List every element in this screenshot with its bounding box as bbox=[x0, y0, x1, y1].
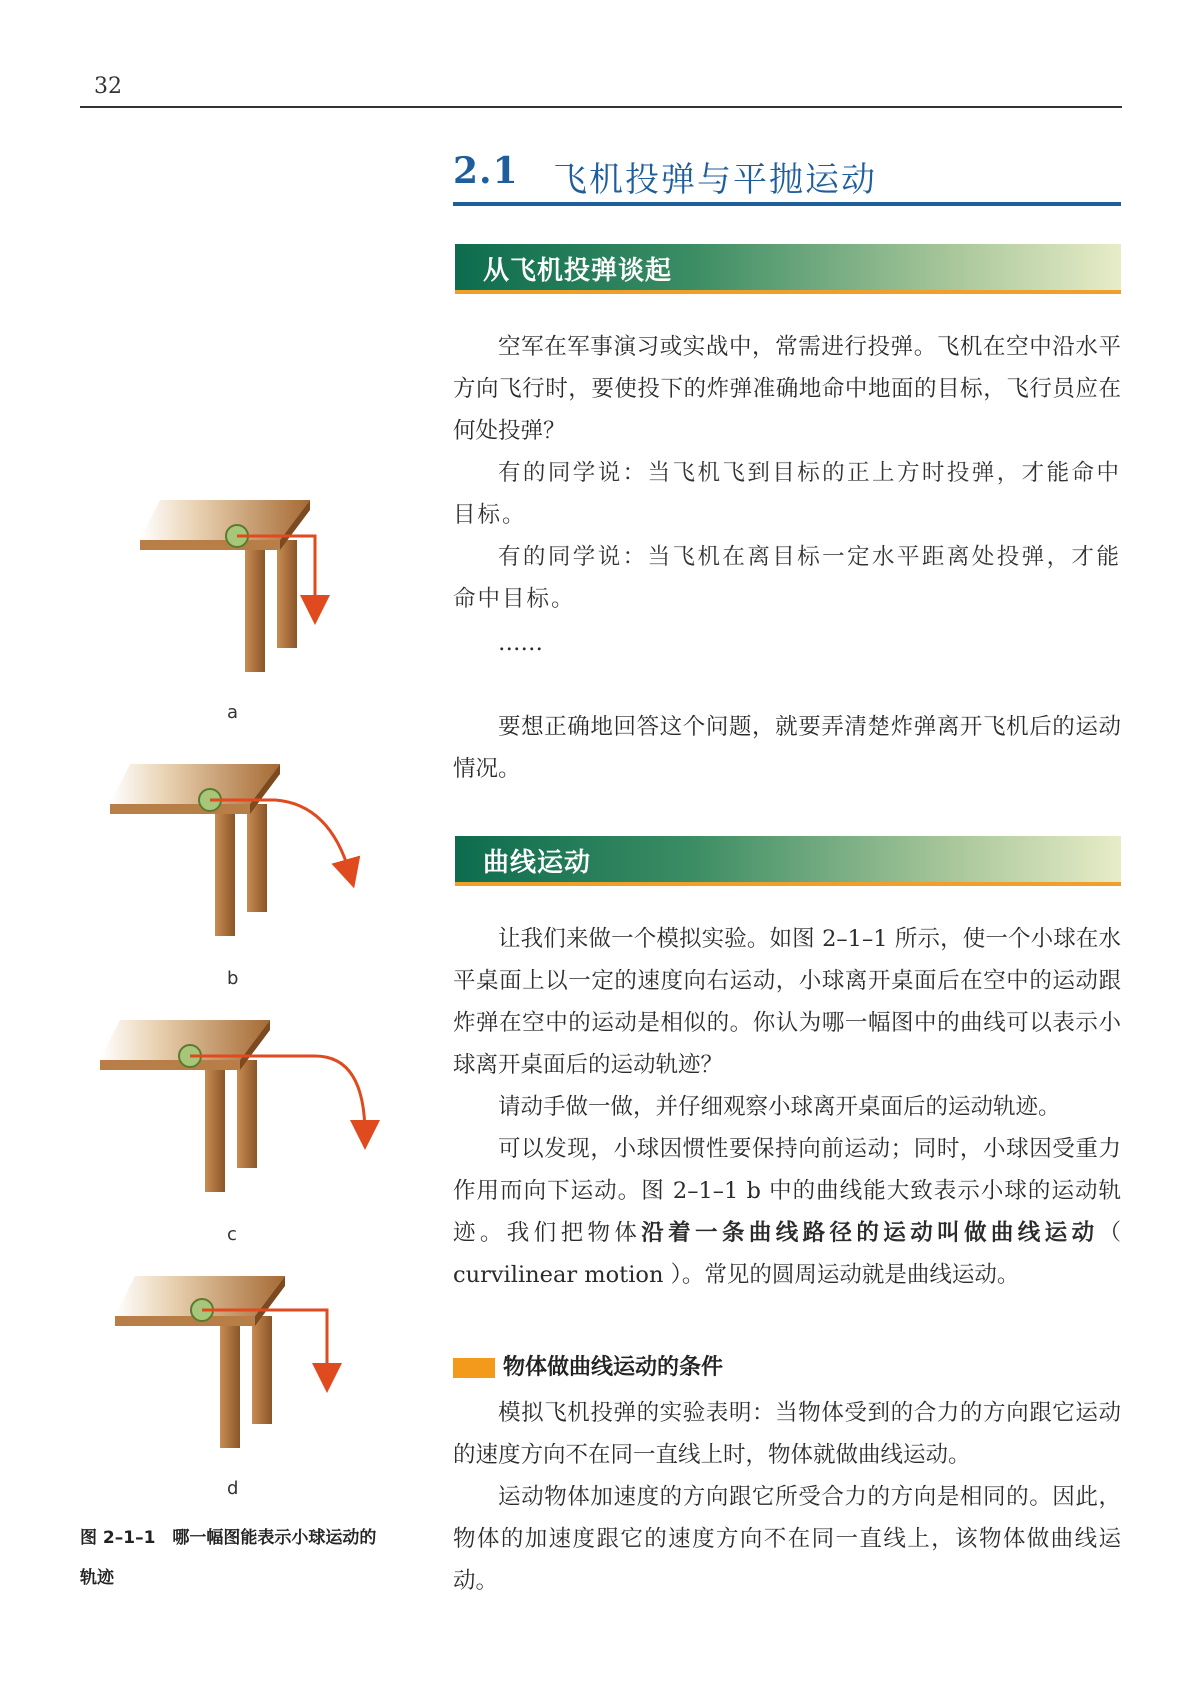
figure-label-c: c bbox=[227, 1224, 237, 1245]
condition-paragraph-1: 模拟飞机投弹的实验表明：当物体受到的合力的方向跟它运动的速度方向不在同一直线上时，物体就做曲线运动。 bbox=[453, 1400, 1121, 1468]
intro-paragraph-4: 要想正确地回答这个问题，就要弄清楚炸弹离开飞机后的运动情况。 bbox=[453, 714, 1121, 782]
curve-paragraph-2: 请动手做一做，并仔细观察小球离开桌面后的运动轨迹。 bbox=[498, 1094, 1061, 1120]
figure-a-diagram bbox=[80, 500, 380, 700]
section-number: 2.1 bbox=[453, 150, 519, 192]
subsection-title-curve: 曲线运动 bbox=[483, 848, 592, 878]
figure-label-a: a bbox=[227, 702, 239, 723]
section-rule bbox=[453, 202, 1121, 206]
figure-label-b: b bbox=[227, 968, 239, 989]
curve-paragraph-1: 让我们来做一个模拟实验。如图 2–1–1 所示，使一个小球在水平桌面上以一定的速度向右运动，小球离开桌面后在空中的运动跟炸弹在空中的运动是相似的。你认为哪一幅图中的曲线可以表示小球离开桌面后的运动轨迹？ bbox=[453, 926, 1121, 1078]
curve-paragraph-3-text-b: （ curvilinear motion ）。常见的圆周运动就是曲线运动。 bbox=[453, 1220, 1121, 1288]
page-number: 32 bbox=[94, 74, 122, 99]
section-heading: 飞机投弹与平抛运动 bbox=[553, 160, 877, 200]
condition-heading-text: 物体做曲线运动的条件 bbox=[503, 1355, 724, 1380]
figure-c-diagram bbox=[80, 1020, 380, 1220]
figure-label-d: d bbox=[227, 1478, 239, 1499]
curve-paragraph-3 bbox=[453, 1128, 1121, 1296]
intro-ellipsis: …… bbox=[498, 630, 543, 656]
figure-c bbox=[80, 1020, 380, 1260]
curve-paragraph-3-text-a: 可以发现，小球因惯性要保持向前运动；同时，小球因受重力作用而向下运动。图 2–1–1 b 中的曲线能大致表示小球的运动轨迹。我们把物体 bbox=[453, 1136, 1121, 1246]
figure-b-diagram bbox=[80, 764, 380, 964]
figure-b bbox=[80, 764, 380, 994]
figure-d bbox=[80, 1276, 380, 1516]
condition-paragraph-2: 运动物体加速度的方向跟它所受合力的方向是相同的。因此，物体的加速度跟它的速度方向不在同一直线上，该物体做曲线运动。 bbox=[453, 1484, 1121, 1594]
subsection-banner-intro bbox=[455, 244, 1121, 294]
subsection-banner-curve bbox=[455, 836, 1121, 886]
section-title bbox=[453, 150, 1121, 210]
subsection-title-intro: 从飞机投弹谈起 bbox=[483, 256, 673, 286]
figure-caption: 图 2–1–1 哪一幅图能表示小球运动的轨迹 bbox=[80, 1528, 377, 1588]
header-rule bbox=[80, 106, 1122, 108]
curve-definition-term: 沿着一条曲线路径的运动叫做曲线运动 bbox=[641, 1220, 1099, 1246]
figure-d-diagram bbox=[80, 1276, 380, 1476]
subheading-marker bbox=[453, 1358, 495, 1378]
intro-paragraph-1: 空军在军事演习或实战中，常需进行投弹。飞机在空中沿水平方向飞行时，要使投下的炸弹准确地命中地面的目标，飞行员应在何处投弹？ bbox=[453, 334, 1121, 444]
intro-paragraph-3: 有的同学说：当飞机在离目标一定水平距离处投弹，才能命中目标。 bbox=[453, 544, 1121, 612]
intro-paragraph-2: 有的同学说：当飞机飞到目标的正上方时投弹，才能命中目标。 bbox=[453, 460, 1121, 528]
figure-a bbox=[80, 500, 380, 730]
